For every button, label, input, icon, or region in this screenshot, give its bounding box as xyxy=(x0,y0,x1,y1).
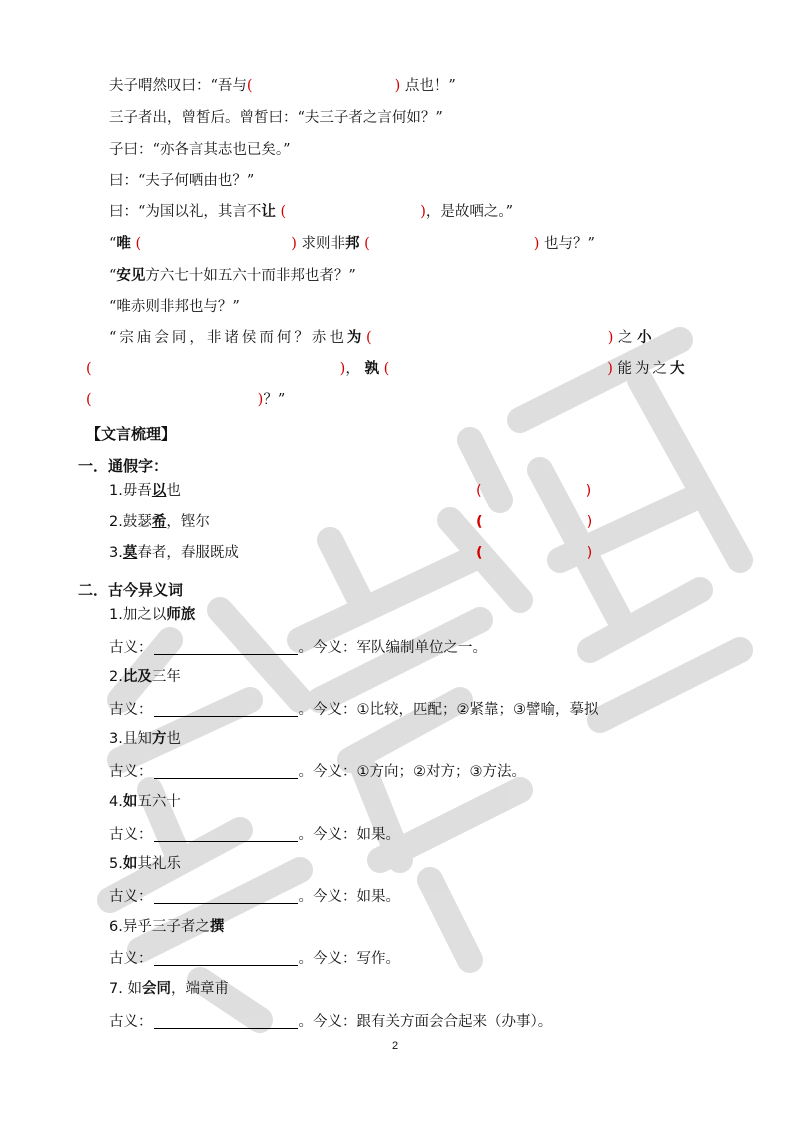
gujin-row: 古义： 。今义：①方向；②对方；③方法。 xyxy=(109,761,526,782)
paren-open: ( xyxy=(246,78,253,94)
dialogue-line-9: “宗庙会同，非诸侯而何？赤也为 ( ) 之 小 xyxy=(109,329,652,346)
tongjiazi-item: 3.莫春者，春服既成 xyxy=(109,545,239,561)
paren-close: ) xyxy=(257,392,264,408)
dialogue-line-1: 夫子喟然叹曰：“吾与( ) 点也！” xyxy=(109,78,456,94)
dialogue-line-8: “唯赤则非邦也与？” xyxy=(109,299,240,315)
gu-answer-blank[interactable] xyxy=(154,824,298,842)
paren-close: ) xyxy=(291,236,297,252)
gu-answer-blank[interactable] xyxy=(154,948,298,966)
gujin-item: 6.异乎三子者之撰 xyxy=(109,919,225,935)
gujin-row: 古义： 。今义：写作。 xyxy=(109,948,400,969)
dialogue-line-10: ( )， 孰 ( ) 能为之大 xyxy=(86,360,685,377)
paren-close: ) xyxy=(533,236,540,252)
gujin-row: 古义： 。今义：军队编制单位之一。 xyxy=(109,637,487,658)
section-title: 【文言梳理】 xyxy=(86,425,177,443)
gujin-row: 古义： 。今义：跟有关方面会合起来（办事）。 xyxy=(109,1011,552,1032)
paren-open: ( xyxy=(86,392,92,408)
gujin-item: 2.比及三年 xyxy=(109,669,181,685)
tongjiazi-item: 1.毋吾以也 xyxy=(109,483,181,499)
dialogue-line-5: 曰：“为国以礼，其言不让 ( )，是故哂之。” xyxy=(109,203,514,220)
tongjiazi-title: 一．通假字： xyxy=(78,457,169,475)
gu-answer-blank[interactable] xyxy=(154,1011,298,1029)
gu-answer-blank[interactable] xyxy=(154,761,298,779)
page-number: 2 xyxy=(392,1040,399,1052)
paren-close: ) xyxy=(607,330,614,346)
dialogue-line-11: ( )？” xyxy=(86,392,286,408)
tongjiazi-item: 2.鼓瑟希，铿尔 xyxy=(109,514,210,530)
paren-open: ( xyxy=(280,204,287,220)
paren-open: ( xyxy=(366,330,372,346)
gu-answer-blank[interactable] xyxy=(154,886,298,904)
gujin-item: 5.如其礼乐 xyxy=(109,856,181,872)
gujin-row: 古义： 。今义：如果。 xyxy=(109,886,400,907)
gujin-item: 4.如五六十 xyxy=(109,794,181,810)
dialogue-line-6: “唯 ( ) 求则非邦 ( ) 也与？” xyxy=(109,235,595,252)
gujin-row: 古义： 。今义：如果。 xyxy=(109,824,400,845)
paren-close: ) xyxy=(339,361,346,377)
tongjiazi-answer-paren[interactable]: ( ) xyxy=(476,514,593,530)
dialogue-line-3: 子曰：“亦各言其志也已矣。” xyxy=(109,142,291,158)
gu-answer-blank[interactable] xyxy=(154,637,298,655)
dialogue-line-2: 三子者出，曾皙后。曾皙曰：“夫三子者之言何如？” xyxy=(109,110,443,126)
dialogue-line-4: 曰：“夫子何哂由也？” xyxy=(109,173,255,189)
tongjiazi-answer-paren[interactable]: ( ) xyxy=(476,483,592,499)
tongjiazi-answer-paren[interactable]: ( ) xyxy=(476,545,593,561)
paren-open: ( xyxy=(364,236,370,252)
paren-close: ) xyxy=(420,204,426,220)
gujin-item: 3.且知方也 xyxy=(109,731,181,747)
gujin-title: 二．古今异义词 xyxy=(78,581,184,599)
paren-close: ) xyxy=(607,361,613,377)
gujin-row: 古义： 。今义：①比较，匹配；②紧靠；③譬喻，摹拟 xyxy=(109,699,599,720)
gujin-item: 7. 如会同，端章甫 xyxy=(109,981,229,997)
dialogue-line-7: “安见方六七十如五六十而非邦也者？” xyxy=(109,267,356,284)
gujin-item: 1.加之以师旅 xyxy=(109,607,196,623)
paren-open: ( xyxy=(383,361,390,377)
paren-close: ) xyxy=(394,78,401,94)
paren-open: ( xyxy=(135,236,142,252)
gu-answer-blank[interactable] xyxy=(154,699,298,717)
paren-open: ( xyxy=(86,361,92,377)
